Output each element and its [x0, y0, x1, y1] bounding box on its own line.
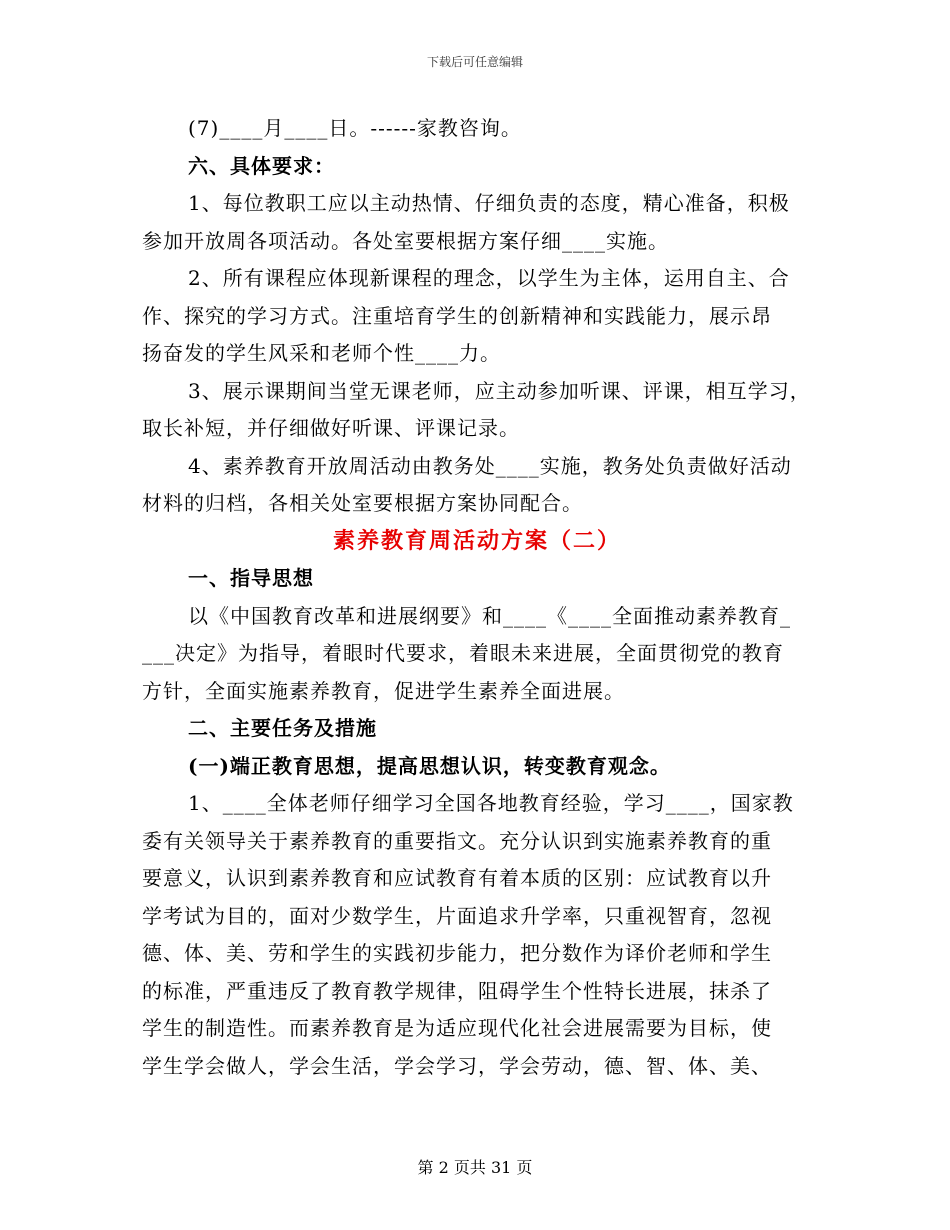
paragraph-line: 学生学会做人，学会生活，学会学习，学会劳动，德、智、体、美、 [142, 1053, 772, 1078]
paragraph-line: 参加开放周各项活动。各处室要根据方案仔细____实施。 [142, 228, 669, 253]
paragraph-line: 1、____全体老师仔细学习全国各地教育经验，学习____，国家教 [188, 791, 794, 815]
section-heading-guiding-thought: 一、指导思想 [188, 566, 314, 590]
paragraph-line: 1、每位教职工应以主动热情、仔细负责的态度，精心准备，积极 [188, 191, 790, 215]
paragraph-line: 4、素养教育开放周活动由教务处____实施，教务处负责做好活动 [188, 453, 792, 478]
paragraph-line: 3、展示课期间当堂无课老师，应主动参加听课、评课，相互学习， [188, 378, 811, 403]
document-body [142, 110, 812, 1085]
paragraph-line: 2、所有课程应体现新课程的理念，以学生为主体，运用自主、合 [188, 266, 790, 290]
paragraph-line: 方针，全面实施素养教育，促进学生素养全面进展。 [142, 678, 625, 703]
paragraph-line: 学考试为目的，面对少数学生，片面追求升学率，只重视智育，忽视 [142, 903, 772, 928]
section-heading-requirements: 六、具体要求： [188, 153, 335, 178]
schedule-item-7: (7)____月____日。------家教咨询。 [188, 116, 522, 140]
paragraph-line: 材料的归档，各相关处室要根据方案协同配合。 [142, 491, 583, 515]
paragraph-line: 取长补短，并仔细做好听课、评课记录。 [142, 416, 520, 440]
paragraph-line: 扬奋发的学生风采和老师个性____力。 [142, 341, 501, 365]
paragraph-line: 委有关领导关于素养教育的重要指文。充分认识到实施素养教育的重 [142, 828, 772, 853]
document-title: 素养教育周活动方案（二） [332, 527, 621, 554]
subsection-heading: (一)端正教育思想，提高思想认识，转变教育观念。 [188, 753, 671, 778]
page-footer: 第 2 页共 31 页 [417, 1158, 533, 1177]
paragraph-line: 要意义，认识到素养教育和应试教育有着本质的区别：应试教育以升 [142, 866, 772, 890]
page-header: 下载后可任意编辑 [426, 55, 523, 69]
paragraph-line: 的标准，严重违反了教育教学规律，阻碍学生个性特长进展，抹杀了 [142, 978, 772, 1003]
paragraph-line: ___决定》为指导，着眼时代要求，着眼未来进展，全面贯彻党的教育 [142, 641, 784, 665]
paragraph-line: 作、探究的学习方式。注重培育学生的创新精神和实践能力，展示昂 [142, 303, 772, 328]
paragraph-line: 学生的制造性。而素养教育是为适应现代化社会进展需要为目标，使 [142, 1016, 772, 1040]
paragraph-line: 以《中国教育改革和进展纲要》和____《____全面推动素养教育_ [188, 603, 791, 628]
section-heading-tasks: 二、主要任务及措施 [188, 716, 377, 740]
paragraph-line: 德、体、美、劳和学生的实践初步能力，把分数作为译价老师和学生 [142, 941, 772, 965]
